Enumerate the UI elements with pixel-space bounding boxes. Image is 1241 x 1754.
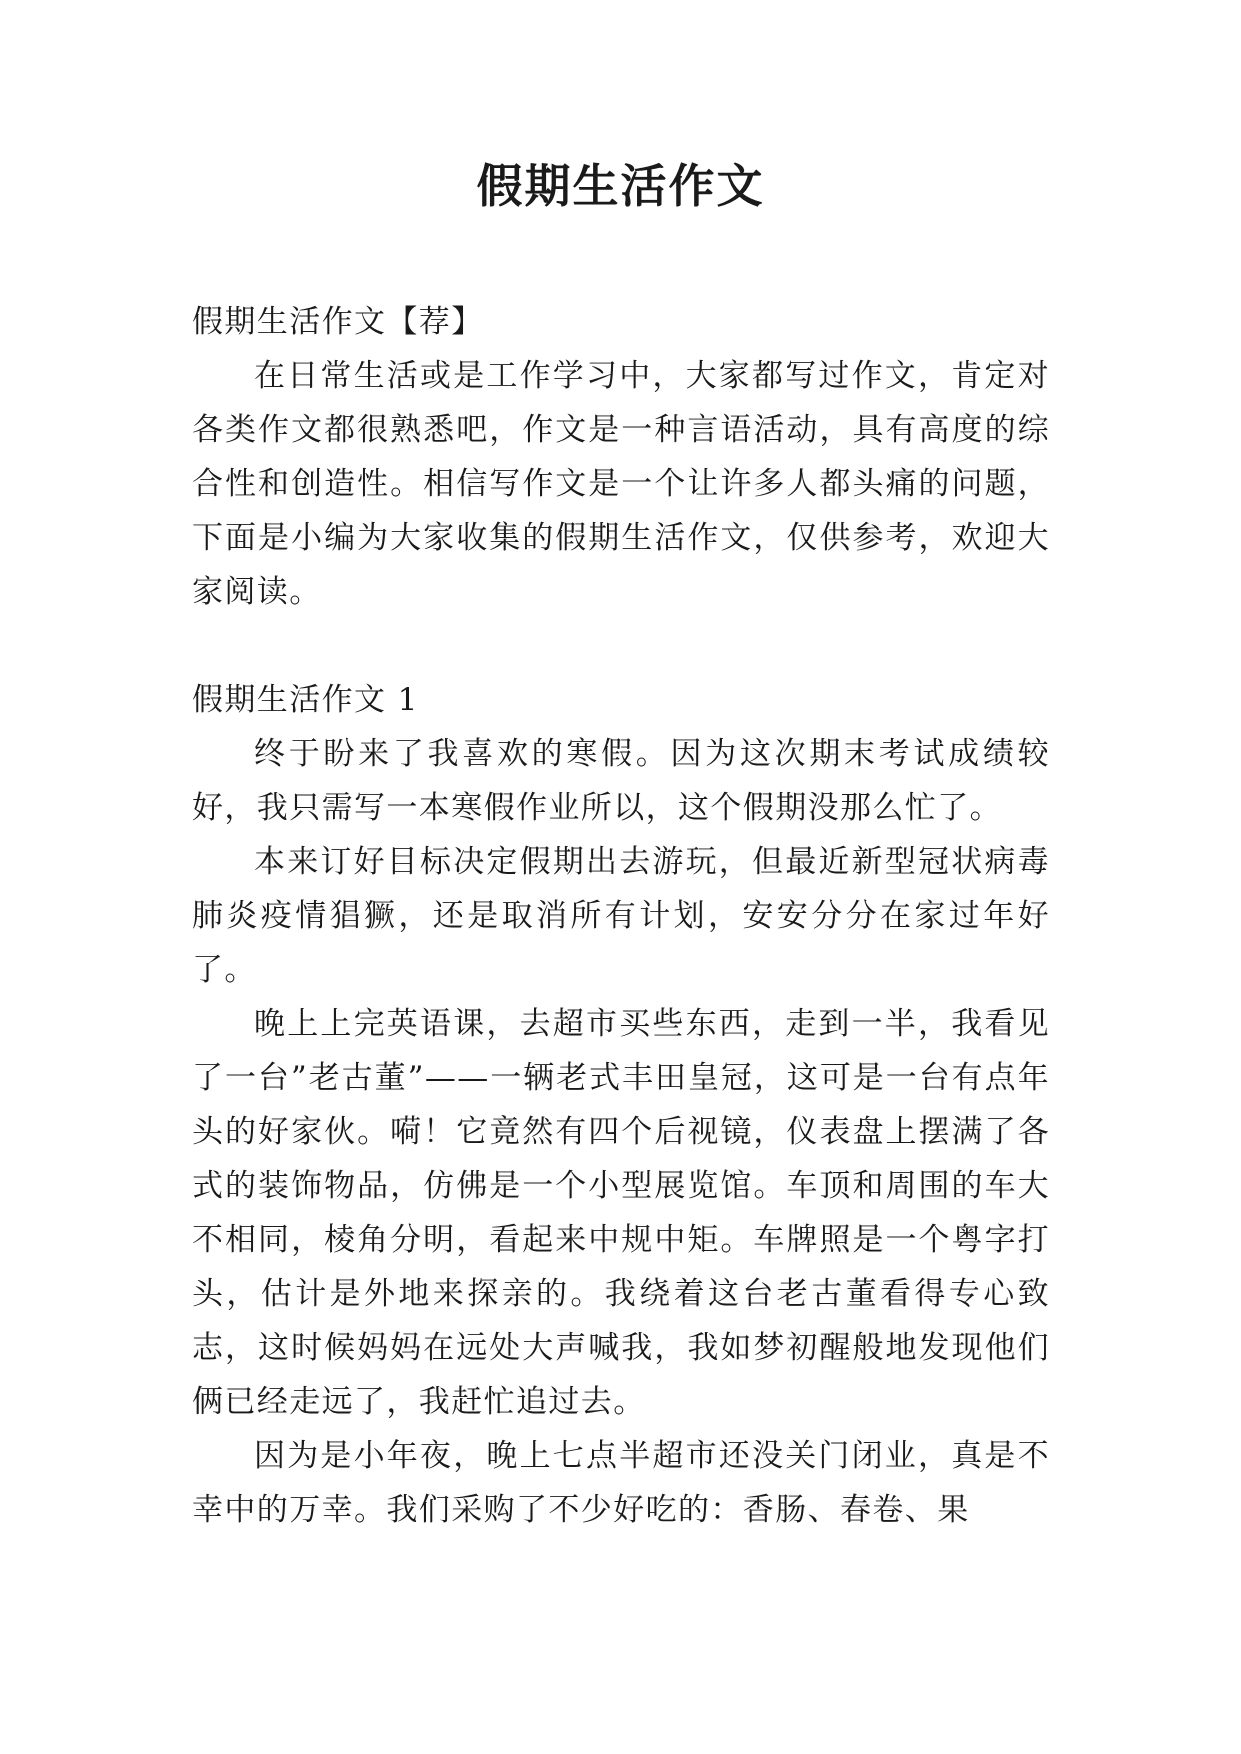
essay-paragraph: 因为是小年夜，晚上七点半超市还没关门闭业，真是不幸中的万幸。我们采购了不少好吃的：香肠、春卷、果 [192, 1438, 1050, 1528]
intro-paragraph: 在日常生活或是工作学习中，大家都写过作文，肯定对各类作文都很熟悉吧，作文是一种言语活动，具有高度的综合性和创造性。相信写作文是一个让许多人都头痛的问题，下面是小编为大家收集的假期生活作文，仅供参考，欢迎大家阅读。 [192, 358, 1050, 610]
essay-heading: 假期生活作文 1 [192, 682, 419, 718]
intro-heading: 假期生活作文【荐】 [192, 304, 484, 340]
essay-paragraph: 终于盼来了我喜欢的寒假。因为这次期末考试成绩较好，我只需写一本寒假作业所以，这个假期没那么忙了。 [192, 736, 1050, 826]
document-title: 假期生活作文 [476, 159, 765, 213]
essay-paragraph: 本来订好目标决定假期出去游玩，但最近新型冠状病毒肺炎疫情猖獗，还是取消所有计划，安安分分在家过年好了。 [192, 844, 1050, 988]
essay-paragraph: 晚上上完英语课，去超市买些东西，走到一半，我看见了一台”老古董”——一辆老式丰田皇冠，这可是一台有点年头的好家伙。嗬！它竟然有四个后视镜，仪表盘上摆满了各式的装饰物品，仿佛是一个小型展览馆。车顶和周围的车大不相同，棱角分明，看起来中规中矩。车牌照是一个粤字打头，估计是外地来探亲的。我绕着这台老古董看得专心致志，这时候妈妈在远处大声喊我，我如梦初醒般地发现他们俩已经走远了，我赶忙追过去。 [192, 1006, 1050, 1420]
document-body [192, 295, 1050, 1537]
section-spacer [192, 619, 1050, 673]
